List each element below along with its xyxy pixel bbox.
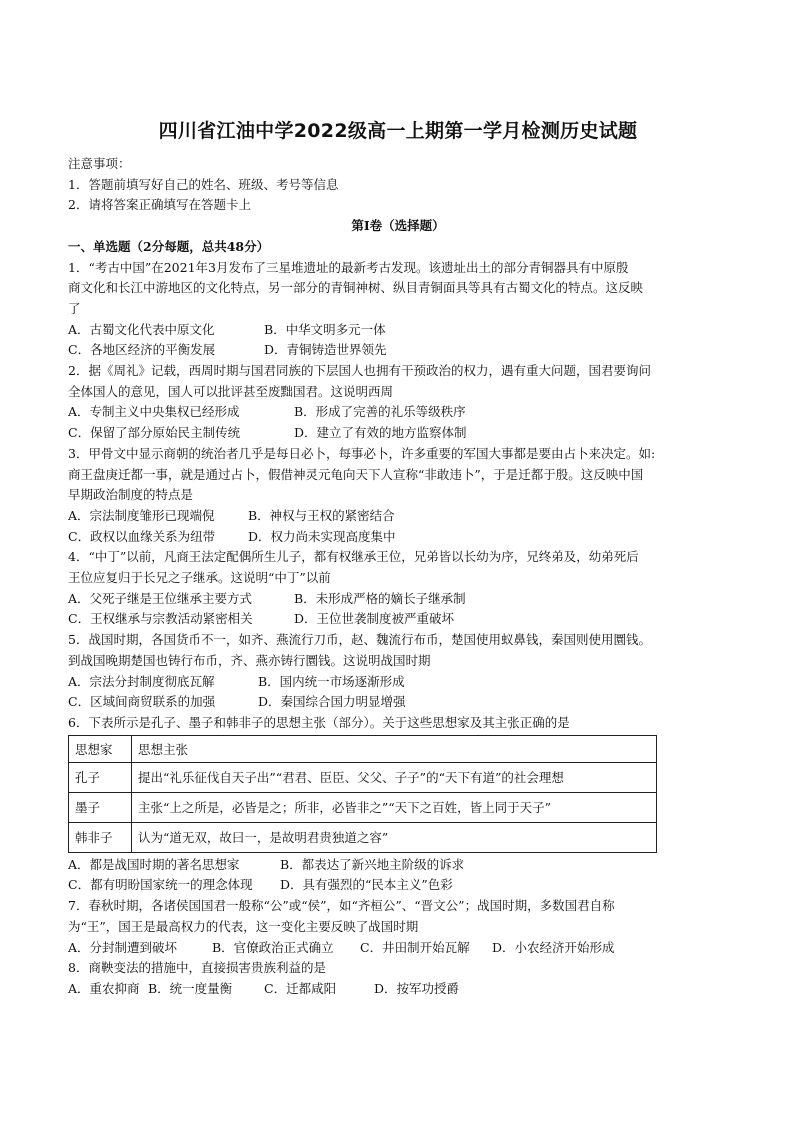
table-row bbox=[69, 792, 657, 822]
option-row bbox=[68, 527, 728, 548]
option-d: D．具有强烈的“民本主义”色彩 bbox=[280, 877, 453, 893]
option-row bbox=[68, 875, 728, 896]
option-d: D．按军功授爵 bbox=[374, 980, 460, 996]
table-cell: 韩非子 bbox=[69, 822, 132, 852]
question-stem-line: 6．下表所示是孔子、墨子和韩非子的思想主张（部分）。关于这些思想家及其主张正确的是 bbox=[68, 714, 570, 730]
option-row bbox=[68, 855, 728, 876]
option-a: A．宗法制度雏形已现端倪 bbox=[68, 507, 215, 523]
option-c: C．保留了部分原始民主制传统 bbox=[68, 425, 241, 441]
option-c: C．迁都咸阳 bbox=[264, 980, 337, 996]
question-stem-line: 了 bbox=[68, 300, 81, 316]
question-6 bbox=[68, 713, 728, 896]
table-header-cell: 思想家 bbox=[69, 735, 132, 762]
option-b: B．未形成严格的嫡长子继承制 bbox=[294, 590, 466, 606]
option-b: B．统一度量衡 bbox=[148, 980, 233, 996]
question-stem-line: 1．“考古中国”在2021年3月发布了三星堆遗址的最新考古发现。该遗址出土的部分青铜器具有中原殷 bbox=[68, 259, 629, 275]
table-header-row bbox=[69, 735, 657, 762]
question-stem-line: 8．商鞅变法的措施中，直接损害贵族利益的是 bbox=[68, 960, 326, 976]
question-3 bbox=[68, 444, 728, 548]
table-cell: 墨子 bbox=[69, 792, 132, 822]
table-cell: 孔子 bbox=[69, 762, 132, 792]
option-d: D．小农经济开始形成 bbox=[492, 939, 615, 955]
option-a: A．专制主义中央集权已经形成 bbox=[68, 404, 240, 420]
option-a: A．古蜀文化代表中原文化 bbox=[68, 321, 215, 337]
question-stem-line: 3．甲骨文中显示商朝的统治者几乎是每日必卜，每事必卜，许多重要的军国大事都是要由占卜来决定。如: bbox=[68, 445, 656, 461]
option-c: C．都有明盼国家统一的理念体现 bbox=[68, 877, 253, 893]
option-d: D．建立了有效的地方监察体制 bbox=[294, 425, 467, 441]
option-c: C．区域间商贸联系的加强 bbox=[68, 694, 216, 710]
option-row bbox=[68, 402, 728, 423]
table-row bbox=[69, 822, 657, 852]
question-stem-line: 为“王”，国王是最高权力的代表，这一变化主要反映了战国时期 bbox=[68, 918, 419, 934]
question-stem-line: 早期政治制度的特点是 bbox=[68, 487, 194, 503]
option-b: B．中华文明多元一体 bbox=[264, 321, 386, 337]
question-5 bbox=[68, 630, 728, 713]
option-a: A．重农抑商 bbox=[68, 980, 140, 996]
option-row bbox=[68, 672, 728, 693]
notice-item: 1．答题前填写好自己的姓名、班级、考号等信息 bbox=[68, 176, 339, 192]
option-a: A．分封制遭到破坏 bbox=[68, 939, 178, 955]
option-row bbox=[68, 609, 728, 630]
exam-title: 四川省江油中学2022级高一上期第一学月检测历史试题 bbox=[158, 120, 638, 142]
option-row bbox=[68, 506, 728, 527]
question-stem-line: 4．“中丁”以前，凡商王法定配偶所生儿子，都有权继承王位，兄弟皆以长幼为序，兄终弟及，幼弟死后 bbox=[68, 549, 639, 565]
notice-heading: 注意事项： bbox=[68, 156, 131, 171]
option-row bbox=[68, 320, 728, 341]
question-stem-line: 2．据《周礼》记载，西周时期与国君同族的下层国人也拥有干预政治的权力，遇有重大问题，国君要询问 bbox=[68, 363, 651, 379]
exam-page bbox=[68, 118, 728, 1000]
option-row bbox=[68, 423, 728, 444]
option-a: A．都是战国时期的著名思想家 bbox=[68, 856, 240, 872]
question-stem-line: 商文化和长江中游地区的文化特点，另一部分的青铜神树、纵目青铜面具等具有古蜀文化的特点。这反映 bbox=[68, 280, 644, 296]
table-cell: 主张“上之所是，必皆是之；所非，必皆非之”“天下之百姓，皆上同于天子” bbox=[132, 792, 657, 822]
option-c: C．各地区经济的平衡发展 bbox=[68, 342, 216, 358]
option-d: D．王位世袭制度被严重破坏 bbox=[294, 611, 455, 627]
question-stem-line: 5．战国时期，各国货币不一，如齐、燕流行刀币，赵、魏流行布币，楚国使用蚁鼻钱，秦国则使用圜钱。 bbox=[68, 632, 651, 648]
question-7 bbox=[68, 896, 728, 958]
option-row bbox=[68, 979, 728, 1000]
option-d: D．权力尚未实现高度集中 bbox=[248, 528, 396, 544]
option-b: B．官僚政治正式确立 bbox=[212, 939, 334, 955]
question-8 bbox=[68, 958, 728, 999]
thinkers-table bbox=[68, 735, 657, 853]
table-header-cell: 思想主张 bbox=[132, 735, 657, 762]
question-stem-line: 王位应复归于长兄之子继承。这说明“中丁”以前 bbox=[68, 570, 331, 586]
option-a: A．父死子继是王位继承主要方式 bbox=[68, 590, 253, 606]
question-1 bbox=[68, 258, 728, 362]
option-c: C．井田制开始瓦解 bbox=[360, 939, 470, 955]
option-d: D．青铜铸造世界领先 bbox=[264, 342, 387, 358]
option-b: B．神权与王权的紧密结合 bbox=[248, 507, 395, 523]
option-d: D．秦国综合国力明显增强 bbox=[258, 694, 406, 710]
section-title: 第I卷（选择题） bbox=[351, 218, 445, 234]
question-stem-line: 7．春秋时期，各诸侯国国君一般称“公”或“侯”，如“齐桓公”、“晋文公”；战国时期，多数国君自称 bbox=[68, 898, 615, 914]
table-row bbox=[69, 762, 657, 792]
option-c: C．政权以血缘关系为纽带 bbox=[68, 528, 216, 544]
option-row bbox=[68, 692, 728, 713]
table-cell: 提出“礼乐征伐自天子出”“君君、臣臣、父父、子子”的“天下有道”的社会理想 bbox=[132, 762, 657, 792]
question-stem-line: 商王盘庚迁都一事，就是通过占卜，假借神灵元龟向天下人宣称“非敢违卜”，于是迁都于殷。这反映中国 bbox=[68, 466, 644, 482]
option-row bbox=[68, 938, 728, 959]
option-b: B．都表达了新兴地主阶级的诉求 bbox=[280, 856, 465, 872]
option-c: C．王权继承与宗教活动紧密相关 bbox=[68, 611, 253, 627]
notice-item: 2．请将答案正确填写在答题卡上 bbox=[68, 197, 251, 213]
option-row bbox=[68, 340, 728, 361]
question-stem-line: 到战国晚期楚国也铸行布币，齐、燕亦铸行圜钱。这说明战国时期 bbox=[68, 652, 431, 668]
question-stem-line: 全体国人的意见，国人可以批评甚至废黜国君。这说明西周 bbox=[68, 383, 394, 399]
part-heading: 一、单选题（2分每题，总共48分） bbox=[68, 238, 270, 254]
option-b: B．形成了完善的礼乐等级秩序 bbox=[294, 404, 466, 420]
question-4 bbox=[68, 547, 728, 630]
option-row bbox=[68, 589, 728, 610]
option-b: B．国内统一市场逐渐形成 bbox=[258, 673, 405, 689]
option-a: A．宗法分封制度彻底瓦解 bbox=[68, 673, 215, 689]
table-cell: 认为“道无双，故曰一，是故明君贵独道之容” bbox=[132, 822, 657, 852]
question-2 bbox=[68, 361, 728, 444]
